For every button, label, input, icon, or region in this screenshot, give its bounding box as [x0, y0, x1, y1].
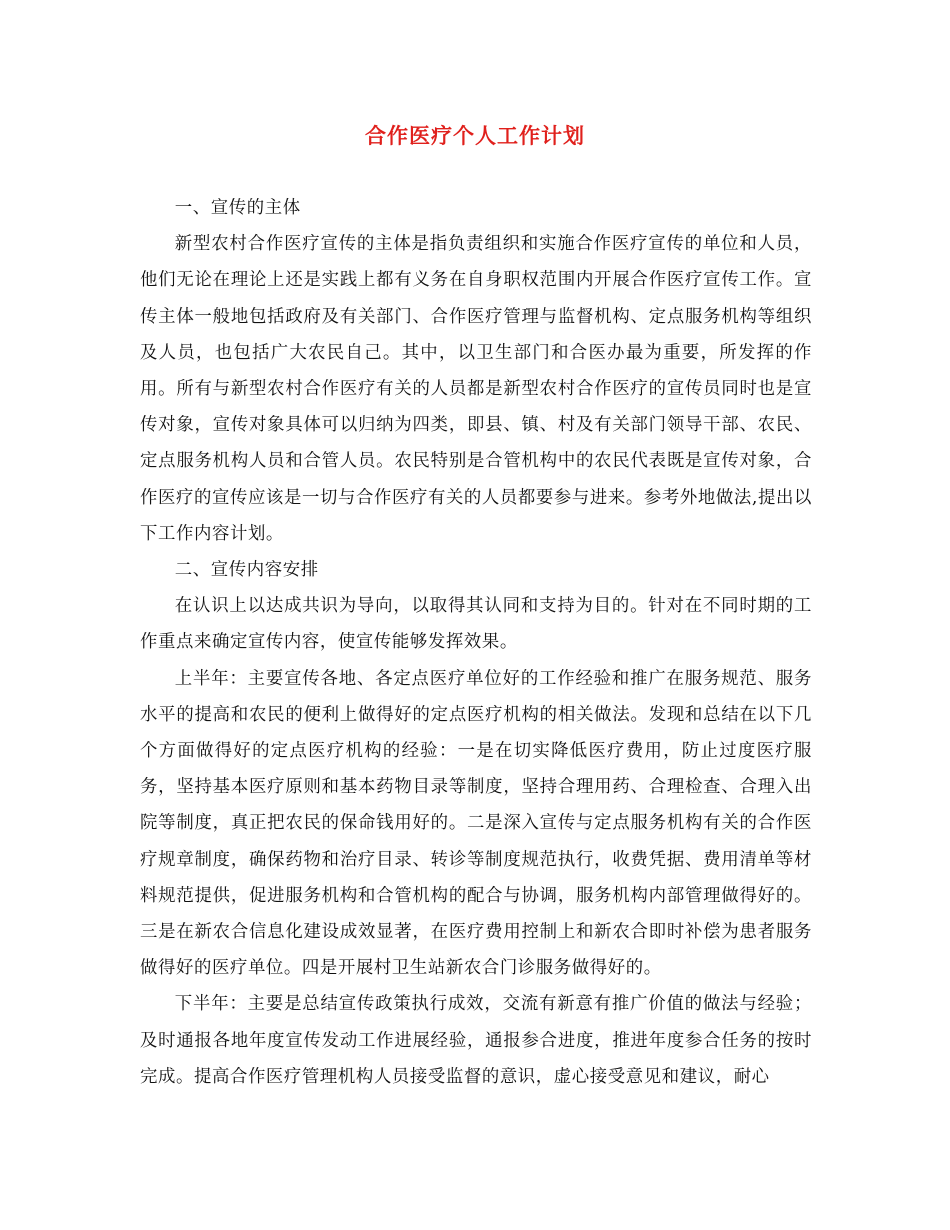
document-body — [140, 190, 812, 1095]
paragraph: 上半年：主要宣传各地、各定点医疗单位好的工作经验和推广在服务规范、服务水平的提高和农民的便利上做得好的定点医疗机构的相关做法。发现和总结在以下几个方面做得好的定点医疗机构的经验：一是在切实降低医疗费用，防止过度医疗服务，坚持基本医疗原则和基本药物目录等制度，坚持合理用药、合理检查、合理入出院等制度，真正把农民的保命钱用好的。二是深入宣传与定点服务机构有关的合作医疗规章制度，确保药物和治疗目录、转诊等制度规范执行，收费凭据、费用清单等材料规范提供，促进服务机构和合管机构的配合与协调，服务机构内部管理做得好的。三是在新农合信息化建设成效显著，在医疗费用控制上和新农合即时补偿为患者服务做得好的医疗单位。四是开展村卫生站新农合门诊服务做得好的。 — [140, 668, 812, 979]
paragraph: 新型农村合作医疗宣传的主体是指负责组织和实施合作医疗宣传的单位和人员，他们无论在理论上还是实践上都有义务在自身职权范围内开展合作医疗宣传工作。宣传主体一般地包括政府及有关部门、合作医疗管理与监督机构、定点服务机构等组织及人员，也包括广大农民自己。其中，以卫生部门和合医办最为重要，所发挥的作用。所有与新型农村合作医疗有关的人员都是新型农村合作医疗的宣传员同时也是宣传对象，宣传对象具体可以归纳为四类，即县、镇、村及有关部门领导干部、农民、定点服务机构人员和合管人员。农民特别是合管机构中的农民代表既是宣传对象，合作医疗的宣传应该是一切与合作医疗有关的人员都要参与进来。参考外地做法,提出以下工作内容计划。 — [140, 234, 812, 544]
section-heading: 二、宣传内容安排 — [174, 560, 319, 581]
paragraph: 在认识上以达成共识为导向，以取得其认同和支持为目的。针对在不同时期的工作重点来确定宣传内容，使宣传能够发挥效果。 — [140, 596, 812, 653]
section-heading: 一、宣传的主体 — [174, 198, 301, 218]
document-title: 合作医疗个人工作计划 — [365, 123, 585, 148]
paragraph: 下半年：主要是总结宣传政策执行成效，交流有新意有推广价值的做法与经验；及时通报各地年度宣传发动工作进展经验，通报参合进度，推进年度参合任务的按时完成。提高合作医疗管理机构人员接受监督的意识，虚心接受意见和建议，耐心 — [140, 994, 812, 1087]
